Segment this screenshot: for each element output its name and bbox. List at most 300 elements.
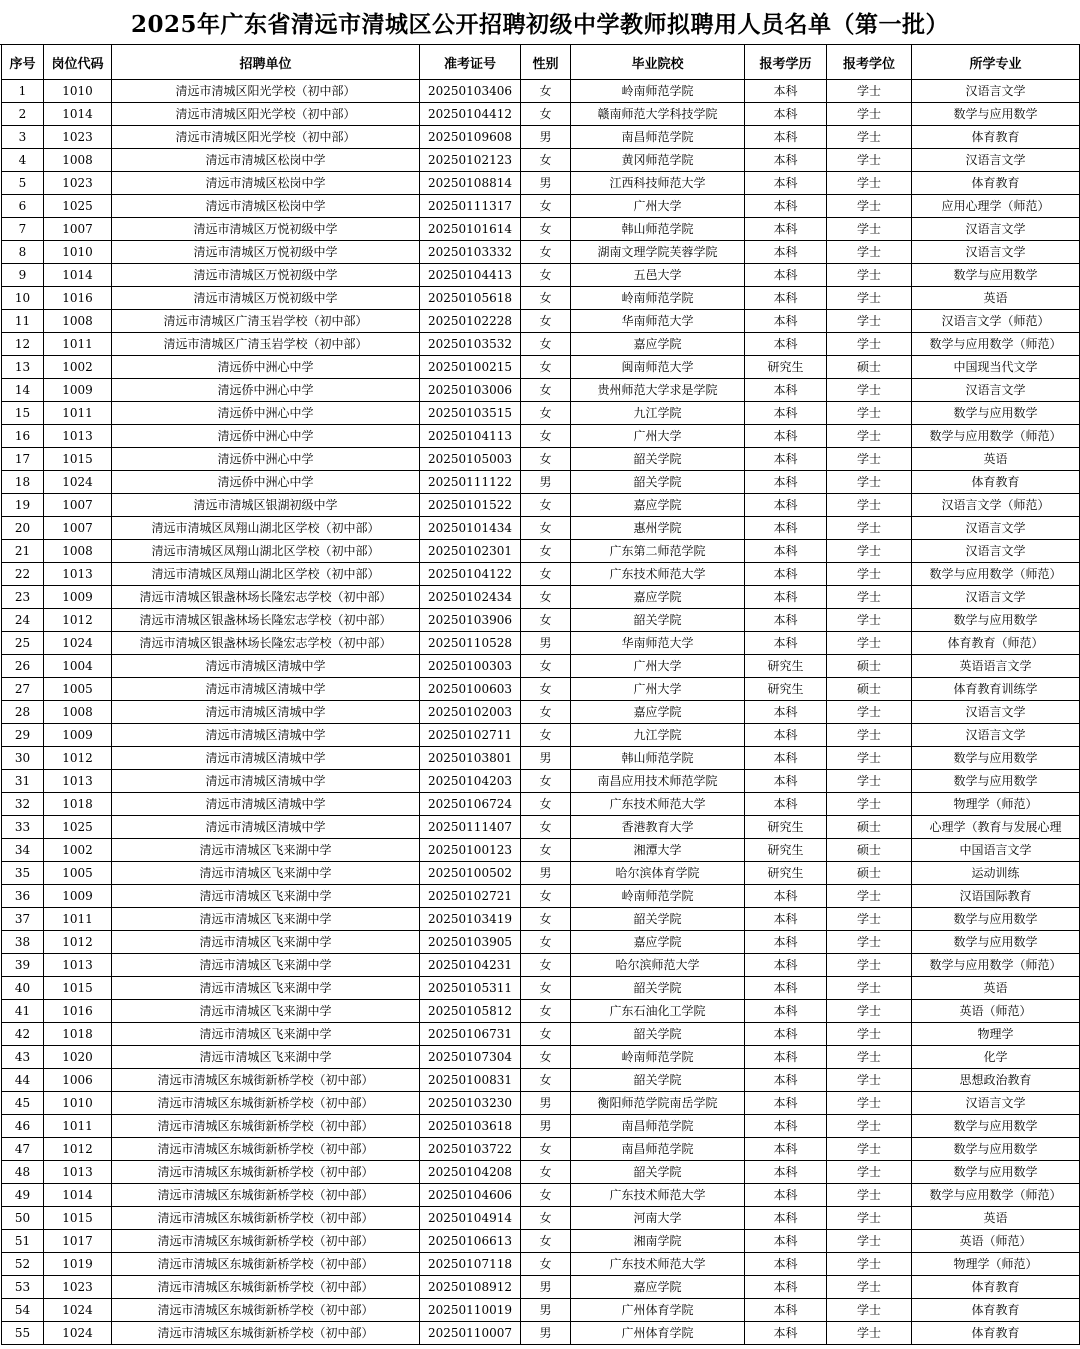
cell-university: 惠州学院 [571, 517, 745, 540]
cell-major: 英语（师范） [912, 1230, 1080, 1253]
table-row [2, 264, 1080, 287]
cell-education: 本科 [745, 287, 827, 310]
cell-university: 南昌师范学院 [571, 1138, 745, 1161]
cell-university: 湘南学院 [571, 1230, 745, 1253]
table-row [2, 1046, 1080, 1069]
table-row [2, 80, 1080, 103]
cell-seq: 45 [2, 1092, 44, 1115]
cell-post-code: 1013 [44, 954, 112, 977]
cell-major: 应用心理学（师范） [912, 195, 1080, 218]
cell-seq: 49 [2, 1184, 44, 1207]
cell-employer: 清远市清城区飞来湖中学 [112, 1023, 420, 1046]
header-education: 报考学历 [745, 45, 827, 80]
cell-major: 数学与应用数学 [912, 931, 1080, 954]
cell-university: 河南大学 [571, 1207, 745, 1230]
cell-major: 英语 [912, 448, 1080, 471]
cell-employer: 清远市清城区万悦初级中学 [112, 264, 420, 287]
cell-major: 英语语言文学 [912, 655, 1080, 678]
cell-gender: 女 [521, 1069, 571, 1092]
cell-seq: 32 [2, 793, 44, 816]
cell-major: 思想政治教育 [912, 1069, 1080, 1092]
cell-seq: 20 [2, 517, 44, 540]
cell-employer: 清远侨中洲心中学 [112, 471, 420, 494]
cell-university: 哈尔滨体育学院 [571, 862, 745, 885]
cell-post-code: 1014 [44, 1184, 112, 1207]
cell-education: 本科 [745, 1138, 827, 1161]
cell-university: 岭南师范学院 [571, 1046, 745, 1069]
cell-admission-no: 20250104113 [420, 425, 521, 448]
table-row [2, 609, 1080, 632]
cell-employer: 清远市清城区东城街新桥学校（初中部） [112, 1322, 420, 1345]
cell-degree: 学士 [827, 1092, 912, 1115]
cell-post-code: 1009 [44, 724, 112, 747]
cell-admission-no: 20250100502 [420, 862, 521, 885]
cell-university: 广东第二师范学院 [571, 540, 745, 563]
cell-education: 本科 [745, 747, 827, 770]
cell-admission-no: 20250111407 [420, 816, 521, 839]
cell-degree: 学士 [827, 701, 912, 724]
cell-seq: 1 [2, 80, 44, 103]
cell-admission-no: 20250102711 [420, 724, 521, 747]
cell-admission-no: 20250100303 [420, 655, 521, 678]
table-row [2, 1161, 1080, 1184]
cell-post-code: 1015 [44, 448, 112, 471]
cell-degree: 硕士 [827, 862, 912, 885]
cell-seq: 29 [2, 724, 44, 747]
cell-employer: 清远市清城区松岗中学 [112, 149, 420, 172]
cell-employer: 清远市清城区万悦初级中学 [112, 241, 420, 264]
header-gender: 性别 [521, 45, 571, 80]
cell-education: 本科 [745, 402, 827, 425]
cell-university: 湖南文理学院芙蓉学院 [571, 241, 745, 264]
table-row [2, 655, 1080, 678]
cell-admission-no: 20250102123 [420, 149, 521, 172]
cell-post-code: 1008 [44, 310, 112, 333]
cell-employer: 清远市清城区飞来湖中学 [112, 931, 420, 954]
cell-education: 本科 [745, 1299, 827, 1322]
cell-employer: 清远市清城区清城中学 [112, 678, 420, 701]
cell-university: 韶关学院 [571, 1069, 745, 1092]
cell-degree: 学士 [827, 954, 912, 977]
cell-major: 物理学（师范） [912, 1253, 1080, 1276]
cell-admission-no: 20250102721 [420, 885, 521, 908]
cell-seq: 43 [2, 1046, 44, 1069]
table-row [2, 678, 1080, 701]
cell-post-code: 1025 [44, 816, 112, 839]
header-post-code: 岗位代码 [44, 45, 112, 80]
table-row [2, 839, 1080, 862]
cell-post-code: 1013 [44, 1161, 112, 1184]
cell-post-code: 1011 [44, 402, 112, 425]
table-row [2, 793, 1080, 816]
cell-degree: 硕士 [827, 655, 912, 678]
cell-gender: 男 [521, 172, 571, 195]
cell-employer: 清远市清城区东城街新桥学校（初中部） [112, 1115, 420, 1138]
cell-gender: 女 [521, 701, 571, 724]
cell-gender: 女 [521, 586, 571, 609]
cell-major: 数学与应用数学（师范） [912, 1184, 1080, 1207]
cell-seq: 2 [2, 103, 44, 126]
cell-admission-no: 20250100831 [420, 1069, 521, 1092]
cell-education: 研究生 [745, 839, 827, 862]
cell-degree: 学士 [827, 264, 912, 287]
cell-major: 数学与应用数学 [912, 908, 1080, 931]
cell-seq: 15 [2, 402, 44, 425]
cell-gender: 女 [521, 1000, 571, 1023]
cell-admission-no: 20250103906 [420, 609, 521, 632]
cell-seq: 17 [2, 448, 44, 471]
cell-admission-no: 20250102003 [420, 701, 521, 724]
cell-admission-no: 20250101522 [420, 494, 521, 517]
cell-gender: 男 [521, 1322, 571, 1345]
hiring-table [1, 44, 1080, 1345]
cell-education: 本科 [745, 977, 827, 1000]
cell-education: 本科 [745, 770, 827, 793]
cell-degree: 学士 [827, 1322, 912, 1345]
cell-degree: 学士 [827, 1069, 912, 1092]
cell-major: 数学与应用数学 [912, 1115, 1080, 1138]
cell-major: 体育教育 [912, 1299, 1080, 1322]
table-row [2, 862, 1080, 885]
cell-post-code: 1025 [44, 195, 112, 218]
cell-post-code: 1014 [44, 264, 112, 287]
cell-degree: 学士 [827, 241, 912, 264]
cell-gender: 男 [521, 1092, 571, 1115]
cell-major: 数学与应用数学 [912, 609, 1080, 632]
cell-education: 本科 [745, 218, 827, 241]
cell-post-code: 1011 [44, 908, 112, 931]
cell-post-code: 1023 [44, 172, 112, 195]
table-row [2, 1023, 1080, 1046]
table-row [2, 540, 1080, 563]
cell-major: 英语 [912, 1207, 1080, 1230]
cell-employer: 清远市清城区东城街新桥学校（初中部） [112, 1069, 420, 1092]
cell-major: 体育教育 [912, 1322, 1080, 1345]
cell-degree: 学士 [827, 149, 912, 172]
table-row [2, 356, 1080, 379]
cell-gender: 女 [521, 931, 571, 954]
cell-employer: 清远市清城区东城街新桥学校（初中部） [112, 1207, 420, 1230]
cell-education: 本科 [745, 149, 827, 172]
cell-admission-no: 20250103722 [420, 1138, 521, 1161]
cell-admission-no: 20250110528 [420, 632, 521, 655]
cell-admission-no: 20250100123 [420, 839, 521, 862]
cell-major: 汉语国际教育 [912, 885, 1080, 908]
cell-university: 广州体育学院 [571, 1322, 745, 1345]
cell-degree: 学士 [827, 1115, 912, 1138]
cell-gender: 男 [521, 632, 571, 655]
cell-admission-no: 20250108912 [420, 1276, 521, 1299]
cell-university: 韩山师范学院 [571, 747, 745, 770]
cell-post-code: 1023 [44, 1276, 112, 1299]
cell-gender: 女 [521, 448, 571, 471]
cell-university: 韶关学院 [571, 977, 745, 1000]
cell-education: 本科 [745, 609, 827, 632]
cell-employer: 清远市清城区东城街新桥学校（初中部） [112, 1138, 420, 1161]
table-row [2, 1138, 1080, 1161]
cell-post-code: 1009 [44, 586, 112, 609]
cell-employer: 清远市清城区阳光学校（初中部） [112, 103, 420, 126]
cell-degree: 学士 [827, 425, 912, 448]
cell-admission-no: 20250101434 [420, 517, 521, 540]
cell-education: 本科 [745, 494, 827, 517]
cell-seq: 55 [2, 1322, 44, 1345]
cell-education: 本科 [745, 1092, 827, 1115]
cell-post-code: 1013 [44, 425, 112, 448]
table-row [2, 563, 1080, 586]
cell-education: 研究生 [745, 862, 827, 885]
cell-post-code: 1004 [44, 655, 112, 678]
cell-degree: 硕士 [827, 356, 912, 379]
cell-admission-no: 20250101614 [420, 218, 521, 241]
cell-employer: 清远市清城区东城街新桥学校（初中部） [112, 1230, 420, 1253]
cell-gender: 女 [521, 540, 571, 563]
cell-university: 湘潭大学 [571, 839, 745, 862]
cell-education: 本科 [745, 793, 827, 816]
cell-gender: 女 [521, 264, 571, 287]
header-employer: 招聘单位 [112, 45, 420, 80]
cell-degree: 学士 [827, 379, 912, 402]
cell-major: 体育教育 [912, 126, 1080, 149]
cell-degree: 学士 [827, 632, 912, 655]
cell-gender: 女 [521, 655, 571, 678]
table-row [2, 241, 1080, 264]
cell-employer: 清远市清城区阳光学校（初中部） [112, 126, 420, 149]
cell-seq: 42 [2, 1023, 44, 1046]
cell-admission-no: 20250105003 [420, 448, 521, 471]
cell-major: 英语（师范） [912, 1000, 1080, 1023]
cell-seq: 9 [2, 264, 44, 287]
cell-gender: 男 [521, 471, 571, 494]
cell-gender: 男 [521, 862, 571, 885]
cell-admission-no: 20250106613 [420, 1230, 521, 1253]
cell-degree: 学士 [827, 724, 912, 747]
cell-education: 本科 [745, 1000, 827, 1023]
cell-gender: 女 [521, 517, 571, 540]
cell-degree: 学士 [827, 172, 912, 195]
cell-post-code: 1020 [44, 1046, 112, 1069]
cell-university: 广州大学 [571, 195, 745, 218]
cell-education: 本科 [745, 1207, 827, 1230]
cell-post-code: 1010 [44, 80, 112, 103]
cell-degree: 学士 [827, 287, 912, 310]
cell-seq: 48 [2, 1161, 44, 1184]
cell-university: 九江学院 [571, 402, 745, 425]
table-row [2, 517, 1080, 540]
cell-major: 体育教育训练学 [912, 678, 1080, 701]
cell-post-code: 1009 [44, 885, 112, 908]
cell-degree: 学士 [827, 1230, 912, 1253]
cell-university: 嘉应学院 [571, 701, 745, 724]
cell-seq: 21 [2, 540, 44, 563]
cell-university: 韶关学院 [571, 1161, 745, 1184]
cell-post-code: 1007 [44, 218, 112, 241]
cell-employer: 清远市清城区凤翔山湖北区学校（初中部） [112, 517, 420, 540]
cell-gender: 女 [521, 1161, 571, 1184]
cell-degree: 学士 [827, 402, 912, 425]
cell-major: 数学与应用数学 [912, 1138, 1080, 1161]
cell-post-code: 1012 [44, 1138, 112, 1161]
cell-university: 闽南师范大学 [571, 356, 745, 379]
cell-seq: 19 [2, 494, 44, 517]
cell-education: 本科 [745, 931, 827, 954]
cell-education: 本科 [745, 701, 827, 724]
cell-major: 英语 [912, 977, 1080, 1000]
cell-admission-no: 20250103515 [420, 402, 521, 425]
cell-post-code: 1002 [44, 356, 112, 379]
cell-degree: 学士 [827, 1184, 912, 1207]
cell-gender: 女 [521, 839, 571, 862]
cell-seq: 22 [2, 563, 44, 586]
cell-degree: 学士 [827, 310, 912, 333]
cell-gender: 男 [521, 1276, 571, 1299]
table-row [2, 1000, 1080, 1023]
cell-major: 汉语言文学 [912, 1092, 1080, 1115]
table-row [2, 724, 1080, 747]
cell-major: 汉语言文学 [912, 149, 1080, 172]
cell-seq: 11 [2, 310, 44, 333]
cell-university: 广东石油化工学院 [571, 1000, 745, 1023]
cell-post-code: 1019 [44, 1253, 112, 1276]
cell-university: 五邑大学 [571, 264, 745, 287]
cell-major: 汉语言文学 [912, 701, 1080, 724]
cell-admission-no: 20250103532 [420, 333, 521, 356]
cell-university: 韶关学院 [571, 609, 745, 632]
cell-major: 体育教育 [912, 172, 1080, 195]
page-title: 2025年广东省清远市清城区公开招聘初级中学教师拟聘用人员名单（第一批） [0, 0, 1080, 45]
table-row [2, 586, 1080, 609]
cell-education: 研究生 [745, 356, 827, 379]
table-row [2, 632, 1080, 655]
cell-admission-no: 20250103332 [420, 241, 521, 264]
cell-degree: 学士 [827, 540, 912, 563]
cell-degree: 学士 [827, 1138, 912, 1161]
cell-education: 本科 [745, 172, 827, 195]
header-university: 毕业院校 [571, 45, 745, 80]
cell-post-code: 1007 [44, 494, 112, 517]
cell-education: 本科 [745, 1230, 827, 1253]
cell-major: 汉语言文学 [912, 80, 1080, 103]
cell-university: 九江学院 [571, 724, 745, 747]
cell-university: 岭南师范学院 [571, 287, 745, 310]
table-row [2, 885, 1080, 908]
table-row [2, 1276, 1080, 1299]
cell-education: 本科 [745, 103, 827, 126]
cell-university: 韩山师范学院 [571, 218, 745, 241]
cell-post-code: 1016 [44, 1000, 112, 1023]
cell-major: 数学与应用数学（师范） [912, 425, 1080, 448]
cell-employer: 清远市清城区飞来湖中学 [112, 885, 420, 908]
cell-major: 数学与应用数学（师范） [912, 954, 1080, 977]
cell-admission-no: 20250108814 [420, 172, 521, 195]
cell-gender: 男 [521, 126, 571, 149]
cell-employer: 清远市清城区东城街新桥学校（初中部） [112, 1276, 420, 1299]
cell-post-code: 1015 [44, 977, 112, 1000]
cell-degree: 学士 [827, 1276, 912, 1299]
cell-gender: 女 [521, 1046, 571, 1069]
cell-gender: 女 [521, 310, 571, 333]
header-row [2, 45, 1080, 80]
cell-major: 数学与应用数学（师范） [912, 563, 1080, 586]
cell-education: 本科 [745, 471, 827, 494]
cell-admission-no: 20250100215 [420, 356, 521, 379]
cell-education: 本科 [745, 1253, 827, 1276]
cell-degree: 学士 [827, 586, 912, 609]
cell-seq: 12 [2, 333, 44, 356]
cell-major: 数学与应用数学 [912, 770, 1080, 793]
cell-employer: 清远市清城区清城中学 [112, 724, 420, 747]
cell-seq: 7 [2, 218, 44, 241]
cell-admission-no: 20250110007 [420, 1322, 521, 1345]
cell-major: 中国现当代文学 [912, 356, 1080, 379]
cell-major: 体育教育 [912, 471, 1080, 494]
cell-employer: 清远市清城区飞来湖中学 [112, 862, 420, 885]
cell-university: 嘉应学院 [571, 586, 745, 609]
cell-gender: 女 [521, 954, 571, 977]
table-row [2, 977, 1080, 1000]
cell-employer: 清远市清城区飞来湖中学 [112, 839, 420, 862]
cell-education: 本科 [745, 379, 827, 402]
table-row [2, 425, 1080, 448]
cell-admission-no: 20250106724 [420, 793, 521, 816]
cell-employer: 清远市清城区松岗中学 [112, 195, 420, 218]
cell-gender: 女 [521, 1138, 571, 1161]
cell-employer: 清远市清城区清城中学 [112, 816, 420, 839]
cell-post-code: 1024 [44, 1322, 112, 1345]
cell-education: 本科 [745, 517, 827, 540]
table-row [2, 494, 1080, 517]
cell-seq: 14 [2, 379, 44, 402]
cell-admission-no: 20250103905 [420, 931, 521, 954]
cell-education: 本科 [745, 586, 827, 609]
cell-gender: 女 [521, 977, 571, 1000]
cell-degree: 学士 [827, 885, 912, 908]
table-row [2, 333, 1080, 356]
cell-degree: 学士 [827, 609, 912, 632]
cell-employer: 清远市清城区飞来湖中学 [112, 954, 420, 977]
cell-admission-no: 20250104203 [420, 770, 521, 793]
cell-seq: 35 [2, 862, 44, 885]
cell-university: 广东技术师范大学 [571, 563, 745, 586]
cell-gender: 女 [521, 241, 571, 264]
cell-education: 本科 [745, 954, 827, 977]
cell-major: 汉语言文学 [912, 241, 1080, 264]
cell-university: 韶关学院 [571, 1023, 745, 1046]
cell-degree: 学士 [827, 471, 912, 494]
cell-employer: 清远市清城区东城街新桥学校（初中部） [112, 1253, 420, 1276]
cell-post-code: 1008 [44, 149, 112, 172]
cell-degree: 学士 [827, 1253, 912, 1276]
cell-post-code: 1011 [44, 333, 112, 356]
cell-seq: 39 [2, 954, 44, 977]
cell-admission-no: 20250102228 [420, 310, 521, 333]
cell-seq: 31 [2, 770, 44, 793]
cell-employer: 清远市清城区凤翔山湖北区学校（初中部） [112, 563, 420, 586]
cell-seq: 18 [2, 471, 44, 494]
cell-university: 嘉应学院 [571, 333, 745, 356]
cell-employer: 清远侨中洲心中学 [112, 425, 420, 448]
cell-gender: 女 [521, 885, 571, 908]
cell-university: 南昌应用技术师范学院 [571, 770, 745, 793]
cell-education: 本科 [745, 632, 827, 655]
cell-major: 英语 [912, 287, 1080, 310]
cell-admission-no: 20250103006 [420, 379, 521, 402]
cell-gender: 女 [521, 1253, 571, 1276]
cell-degree: 学士 [827, 931, 912, 954]
cell-admission-no: 20250105812 [420, 1000, 521, 1023]
cell-major: 数学与应用数学（师范） [912, 333, 1080, 356]
cell-post-code: 1005 [44, 678, 112, 701]
